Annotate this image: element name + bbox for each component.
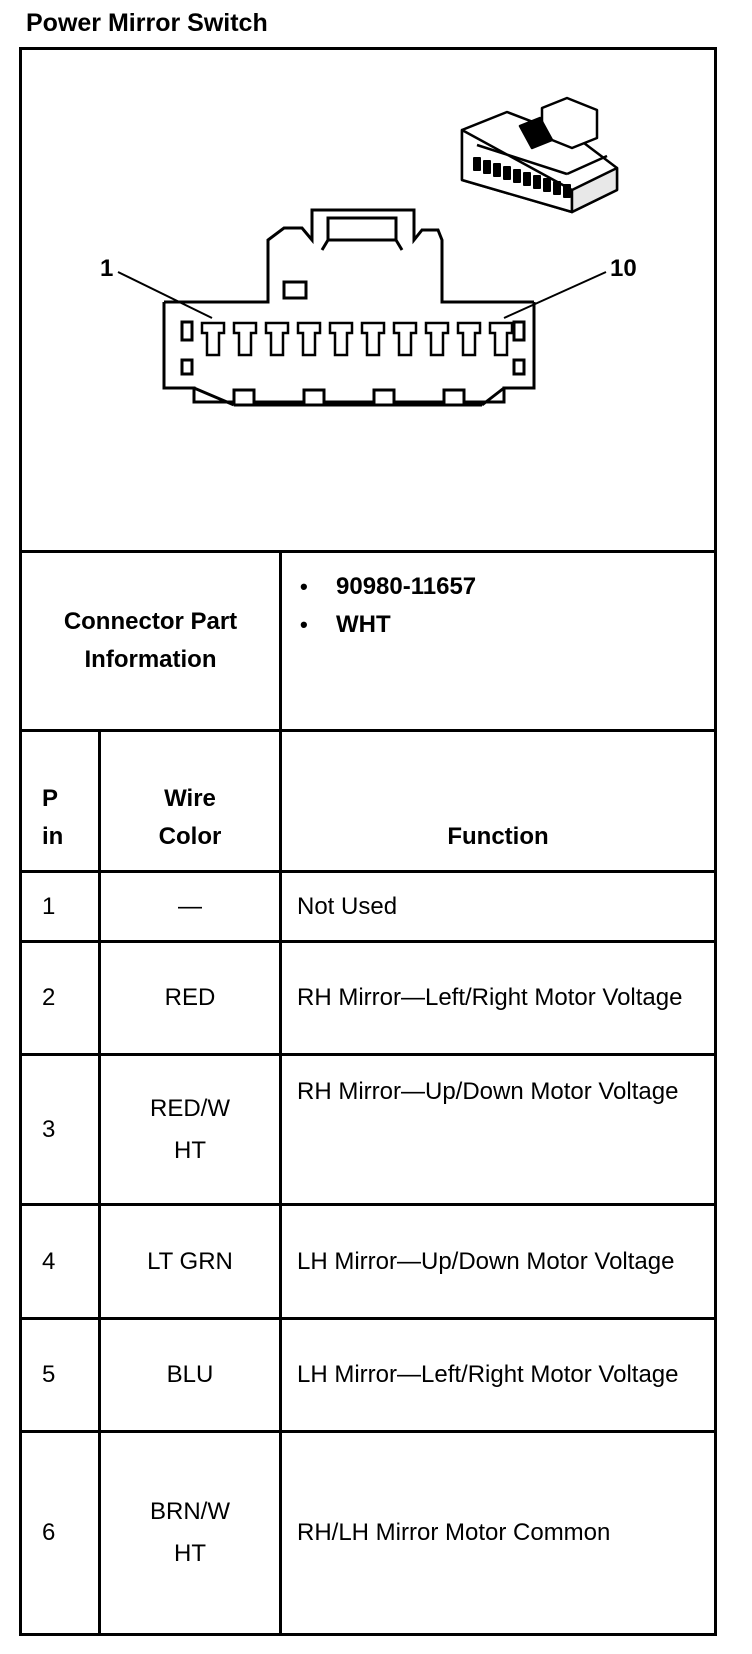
function-cell: Not Used (297, 892, 398, 920)
header-pin: P in (42, 785, 64, 850)
terminal-2 (234, 323, 256, 355)
wire-color-cell: RED/W HT (150, 1094, 230, 1164)
table-row (22, 1433, 714, 1633)
pin-cell: 5 (42, 1361, 56, 1388)
wire-color-cell: LT GRN (147, 1247, 233, 1275)
header-function: Function (447, 823, 549, 850)
connector-info-list (282, 553, 714, 729)
terminal-9 (458, 323, 480, 355)
terminal-6 (362, 323, 384, 355)
pin-cell: 3 (42, 1115, 56, 1143)
terminal-5 (330, 323, 352, 355)
connector-table (19, 47, 717, 1636)
bullet-icon: • (300, 612, 308, 637)
table-row (22, 873, 714, 940)
function-cell: RH Mirror—Left/Right Motor Voltage (297, 984, 683, 1011)
pin-1-label: 1 (100, 255, 114, 282)
table-row (22, 1206, 714, 1317)
header-wire-color: Wire Color (158, 785, 222, 850)
pin-10-leader (504, 272, 606, 318)
terminal-1 (202, 323, 224, 355)
wire-color-cell: BLU (166, 1361, 214, 1388)
pin-10-label: 10 (610, 255, 637, 282)
table-row (22, 1320, 714, 1430)
connector-face (164, 210, 534, 405)
connector-info-item (300, 568, 714, 606)
connector-terminals (202, 323, 512, 355)
connector-3d-view (462, 98, 617, 212)
terminal-7 (394, 323, 416, 355)
terminal-4 (298, 323, 320, 355)
connector-info-item (300, 606, 714, 644)
connector-diagram (22, 50, 714, 550)
connector-color: WHT (336, 611, 391, 638)
pin-cell: 2 (42, 984, 56, 1011)
terminal-3 (266, 323, 288, 355)
pin-cell: 1 (42, 892, 56, 920)
pin-cell: 6 (42, 1519, 56, 1546)
function-cell: LH Mirror—Left/Right Motor Voltage (297, 1361, 679, 1388)
table-row (22, 943, 714, 1053)
function-cell: RH/LH Mirror Motor Common (297, 1519, 611, 1546)
table-row (22, 1056, 714, 1203)
function-cell: RH Mirror—Up/Down Motor Voltage (297, 1078, 679, 1105)
connector-face-drawing (22, 50, 714, 550)
wire-color-cell: BRN/W HT (150, 1498, 230, 1567)
connector-info-label: Connector Part Information (63, 608, 238, 673)
wire-color-cell: — (178, 892, 202, 920)
wire-color-cell: RED (164, 984, 216, 1011)
part-number: 90980-11657 (336, 573, 477, 600)
function-cell: LH Mirror—Up/Down Motor Voltage (297, 1247, 675, 1275)
terminal-8 (426, 323, 448, 355)
page-title: Power Mirror Switch (26, 9, 268, 37)
bullet-icon: • (300, 574, 308, 599)
pin-cell: 4 (42, 1247, 56, 1275)
terminal-10 (490, 323, 512, 355)
